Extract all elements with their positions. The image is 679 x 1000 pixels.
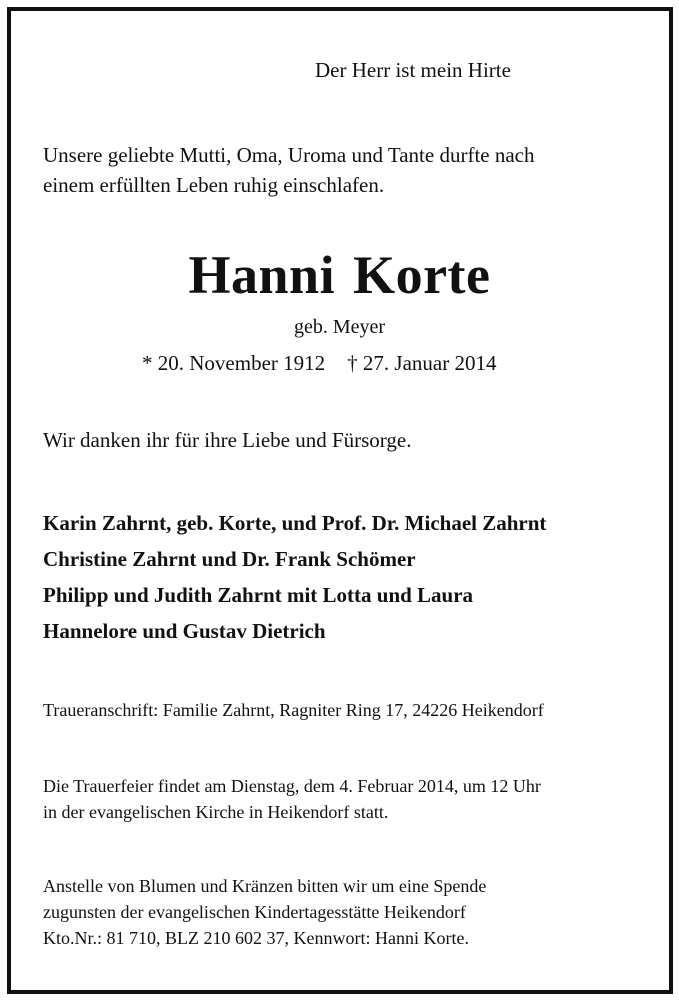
donation-request bbox=[43, 873, 486, 951]
service-line: in der evangelischen Kirche in Heikendorf statt. bbox=[43, 802, 389, 822]
donation-line: zugunsten der evangelischen Kindertagesstätte Heikendorf bbox=[43, 902, 466, 922]
birth-date: * 20. November 1912 bbox=[142, 351, 326, 375]
intro-line: einem erfüllten Leben ruhig einschlafen. bbox=[43, 173, 385, 197]
motto: Der Herr ist mein Hirte bbox=[315, 58, 511, 82]
service-line: Die Trauerfeier findet am Dienstag, dem 4. Februar 2014, um 12 Uhr bbox=[43, 776, 541, 796]
deceased-name bbox=[0, 244, 679, 306]
first-name: Hanni bbox=[188, 245, 336, 305]
last-name: Korte bbox=[353, 245, 491, 305]
donation-line: Anstelle von Blumen und Kränzen bitten wir um eine Spende bbox=[43, 876, 487, 896]
funeral-service-info bbox=[43, 773, 541, 825]
mourning-address: Traueranschrift: Familie Zahrnt, Ragniter Ring 17, 24226 Heikendorf bbox=[43, 700, 544, 720]
maiden-name: geb. Meyer bbox=[293, 316, 386, 338]
death-date: † 27. Januar 2014 bbox=[347, 351, 497, 375]
donation-line: Kto.Nr.: 81 710, BLZ 210 602 37, Kennwort: Hanni Korte. bbox=[43, 928, 469, 948]
family-member-line: Hannelore und Gustav Dietrich bbox=[43, 619, 326, 643]
family-member-line: Karin Zahrnt, geb. Korte, und Prof. Dr. Michael Zahrnt bbox=[43, 511, 547, 535]
family-list bbox=[43, 505, 546, 649]
family-member-line: Christine Zahrnt und Dr. Frank Schömer bbox=[43, 547, 416, 571]
life-dates bbox=[142, 351, 496, 376]
thanks-text: Wir danken ihr für ihre Liebe und Fürsorge. bbox=[43, 428, 412, 452]
family-member-line: Philipp und Judith Zahrnt mit Lotta und Laura bbox=[43, 583, 474, 607]
intro-text bbox=[43, 140, 535, 200]
intro-line: Unsere geliebte Mutti, Oma, Uroma und Tante durfte nach bbox=[43, 143, 535, 167]
